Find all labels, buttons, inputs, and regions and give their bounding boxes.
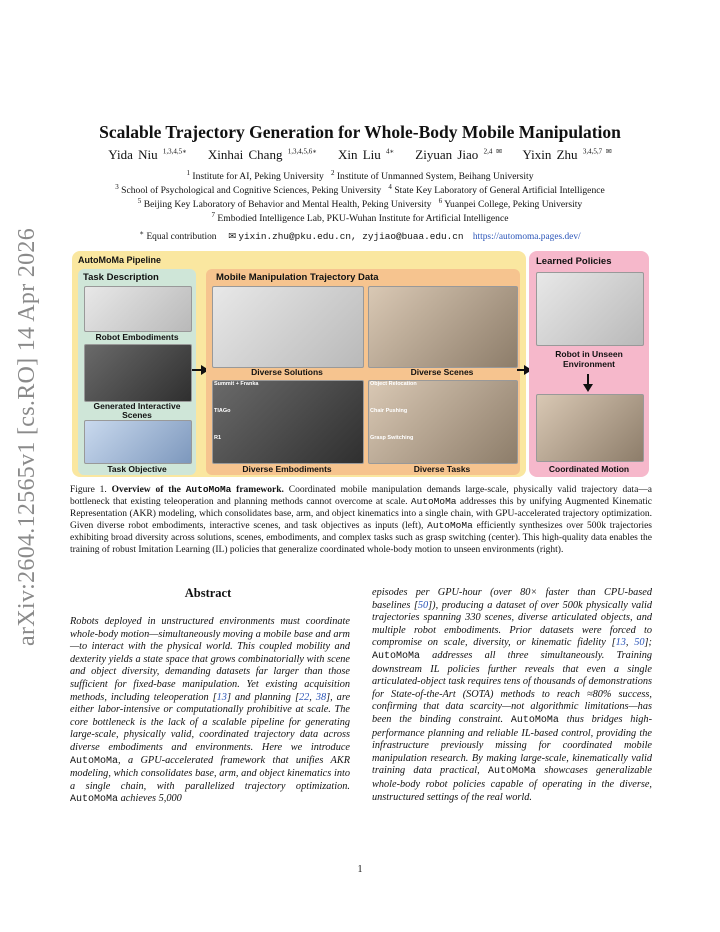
abstract-text: achieves 5,000 (118, 793, 182, 805)
abstract-mono: AutoMoMa (372, 650, 421, 662)
arrow-down-icon (583, 384, 593, 392)
diverse-solutions-label: Diverse Solutions (251, 367, 323, 377)
affiliation-mark: 5 (137, 197, 142, 205)
affiliation-mark: 7 (211, 211, 215, 219)
author-affiliation: 1,3,4,5∗ (162, 147, 187, 156)
abstract-text: , a GPU-accelerated framework that unifies AKR modeling, which consolidates base, arm, and object kinematics into a single chain, with parallelized trajectory optimization. (70, 754, 350, 792)
affiliation: Embodied Intelligence Lab, PKU-Wuhan Institute for Artificial Intelligence (217, 213, 509, 225)
task-type-label: Chair Pushing (370, 408, 408, 414)
task-type-label: Object Relocation (370, 381, 417, 387)
contact-line (0, 229, 720, 242)
learned-policies-label: Learned Policies (536, 256, 612, 267)
affiliation-line (0, 197, 720, 210)
coordinated-motion-image (536, 394, 644, 462)
author-name: Xin Liu (337, 147, 381, 162)
affiliation: State Key Laboratory of General Artificial Intelligence (394, 185, 605, 197)
diverse-embodiments-label: Diverse Embodiments (242, 464, 332, 474)
diverse-scenes-image (368, 286, 518, 368)
author-affiliation: 2,4 ✉ (483, 147, 502, 156)
caption-mono: AutoMoMa (410, 496, 457, 507)
abstract-left-column (70, 616, 350, 807)
diverse-scenes-label: Diverse Scenes (410, 367, 474, 377)
abstract-mono: AutoMoMa (70, 794, 119, 806)
author-name: Ziyuan Jiao (415, 147, 479, 162)
citation-link[interactable]: 38 (315, 691, 327, 703)
pipeline-label: AutoMoMa Pipeline (78, 255, 161, 265)
equal-contribution: Equal contribution (146, 232, 217, 243)
abstract-text: Robots deployed in unstructured environments must coordinate whole-body motion—simultaneously moving a mobile base and arm—to interact with the physical world. This coupled mobility and dexterity yields a state space that grows combinatorially with scene and object diversity, demanding datasets far larger than those sufficient for fixed-base manipulation. Yet existing acquisition methods, including teleoperation [ (70, 616, 350, 703)
abstract-text: showcases generalizable whole-body robot policies capable of operating in the diverse, unstructured settings of the real world. (372, 765, 652, 803)
generated-scenes-image (84, 344, 192, 402)
caption-prefix: Figure 1. (70, 485, 112, 495)
abstract-right-column (372, 587, 652, 804)
task-objective-label: Task Objective (107, 464, 167, 474)
task-objective-image (84, 420, 192, 464)
abstract-text: episodes per GPU-hour (over 80× faster than CPU-based baselines [ (372, 587, 652, 611)
citation-link[interactable]: 50 (417, 599, 429, 611)
coordinated-motion-label: Coordinated Motion (548, 464, 630, 474)
citation-link[interactable]: 50 (634, 637, 645, 649)
affiliation-mark: 1 (186, 169, 190, 177)
email-addresses[interactable]: yixin.zhu@pku.edu.cn, zyjiao@buaa.edu.cn (238, 231, 464, 243)
task-description-label: Task Description (83, 272, 159, 283)
citation-link[interactable]: 13 (216, 691, 227, 703)
abstract-mono: AutoMoMa (487, 766, 536, 778)
robot-embodiments-image (84, 286, 192, 332)
affiliation-mark: 2 (330, 169, 335, 177)
caption-text: addresses this by unifying Augmented Kinematic Representation (AKR) modeling, which consolidates base, arm, and object kinematics into a single chain, with GPU-accelerated trajectory optimization. Given diverse robot embodiments, interactive scenes, and task objectives as inputs (left), (70, 497, 652, 531)
author-name: Xinhai Chang (207, 147, 283, 162)
robot-unseen-image (536, 272, 644, 346)
abstract-mono: AutoMoMa (510, 714, 559, 726)
abstract-mono: AutoMoMa (70, 755, 119, 767)
affiliation-line (0, 183, 720, 196)
affiliation-mark: 4 (388, 183, 392, 191)
caption-text: efficiently synthesizes over 500k trajectories exhibiting broad diversity across solutions, scenes, embodiments, and complex tasks such as grasp switching (center). This high-quality data enables the training of robust Imitation Learning (IL) policies that generalize coordinated whole-body motion to unseen environments (right). (70, 521, 652, 555)
equal-mark: ∗ (139, 229, 145, 237)
abstract-text: , (309, 691, 316, 703)
abstract-heading: Abstract (184, 586, 232, 600)
embodiment-label: Summit + Franka (214, 381, 259, 387)
abstract-text: ]), producing a dataset of over 500k physically valid trajectories spanning 330 scenes, diverse articulated objects, and multiple robot embodiments. Prior datasets were forced to compromise on scale, diversity, or kinematic fidelity [ (372, 599, 652, 649)
trajectory-data-label: Mobile Manipulation Trajectory Data (216, 272, 379, 283)
abstract-text: ], are either labor-intensive or computationally prohibitive at scale. The core bottleneck is the lack of a scalable pipeline for generating large-scale, physically valid, coordinated trajectory data across diverse embodiments and environments. Here we introduce (70, 691, 351, 753)
robot-unseen-label: Robot in Unseen Environment (555, 349, 623, 369)
generated-scenes-label: Generated Interactive Scenes (93, 401, 181, 420)
citation-link[interactable]: 13 (615, 637, 626, 649)
mail-icon: ✉ (228, 232, 237, 243)
citation-link[interactable]: 22 (298, 691, 310, 703)
author-name: Yida Niu (108, 147, 158, 162)
caption-bold-text: framework. (231, 485, 284, 495)
affiliation-mark: 6 (438, 197, 443, 205)
author-affiliation: 4∗ (386, 147, 395, 156)
affiliation: Institute of Unmanned System, Beihang University (336, 171, 534, 183)
affiliation: School of Psychological and Cognitive Sciences, Peking University (121, 185, 382, 197)
author-list (0, 147, 720, 163)
affiliation-line (0, 169, 720, 182)
robot-embodiments-label: Robot Embodiments (95, 332, 179, 342)
paper-title: Scalable Trajectory Generation for Whole-Body Mobile Manipulation (99, 122, 621, 142)
caption-mono: AutoMoMa (427, 520, 473, 531)
project-url-link[interactable]: https://automoma.pages.dev/ (472, 232, 581, 243)
page-number: 1 (357, 864, 363, 875)
affiliation: Beijing Key Laboratory of Behavior and Mental Health, Peking University (143, 199, 432, 211)
task-type-label: Grasp Switching (370, 435, 414, 441)
affiliation: Yuanpei College, Peking University (444, 199, 583, 211)
caption-bold-mono: AutoMoMa (185, 484, 232, 495)
abstract-text: ] and planning [ (226, 691, 299, 703)
diverse-tasks-label: Diverse Tasks (413, 464, 471, 474)
arxiv-stamp: arXiv:2604.12565v1 [cs.RO] 14 Apr 2026 (14, 227, 40, 646)
abstract-text: thus bridges high-performance planning and reliable IL-based control, providing the infrastructure previously missing for coordinated mobile manipulation research. By making large-scale, kinematically valid training data practical, (372, 713, 652, 777)
diverse-tasks-image (368, 380, 518, 464)
abstract-text: ]; (644, 637, 652, 649)
caption-bold (112, 485, 284, 495)
embodiment-label: TIAGo (214, 408, 231, 414)
caption-bold-text: Overview of the (111, 485, 186, 495)
affiliation-line (0, 211, 720, 224)
affiliation-mark: 3 (115, 183, 119, 191)
author-name: Yixin Zhu (522, 147, 578, 162)
author-affiliation: 1,3,4,5,6∗ (287, 147, 317, 156)
embodiment-label: R1 (214, 435, 222, 441)
caption-text: Coordinated mobile manipulation demands large-scale, physically valid trajectory data—a bottleneck that existing teleoperation and planning methods cannot overcome at scale. (70, 485, 653, 507)
figure-caption (70, 484, 652, 556)
diverse-solutions-image (212, 286, 364, 368)
abstract-text: , (625, 637, 635, 649)
abstract-text: addresses all three simultaneously. Training downstream IL policies further reveals that even a single articulated-object task requires tens of thousands of demonstrations for State-of-the-Art (SOTA) methods to reach ≈80% success, confirming that data scarcity—not algorithmic limitations—has been the binding constraint. (372, 649, 652, 725)
author-affiliation: 3,4,5,7 ✉ (582, 147, 612, 156)
diverse-embodiments-image (212, 380, 364, 464)
affiliation: Institute for AI, Peking University (192, 171, 324, 183)
